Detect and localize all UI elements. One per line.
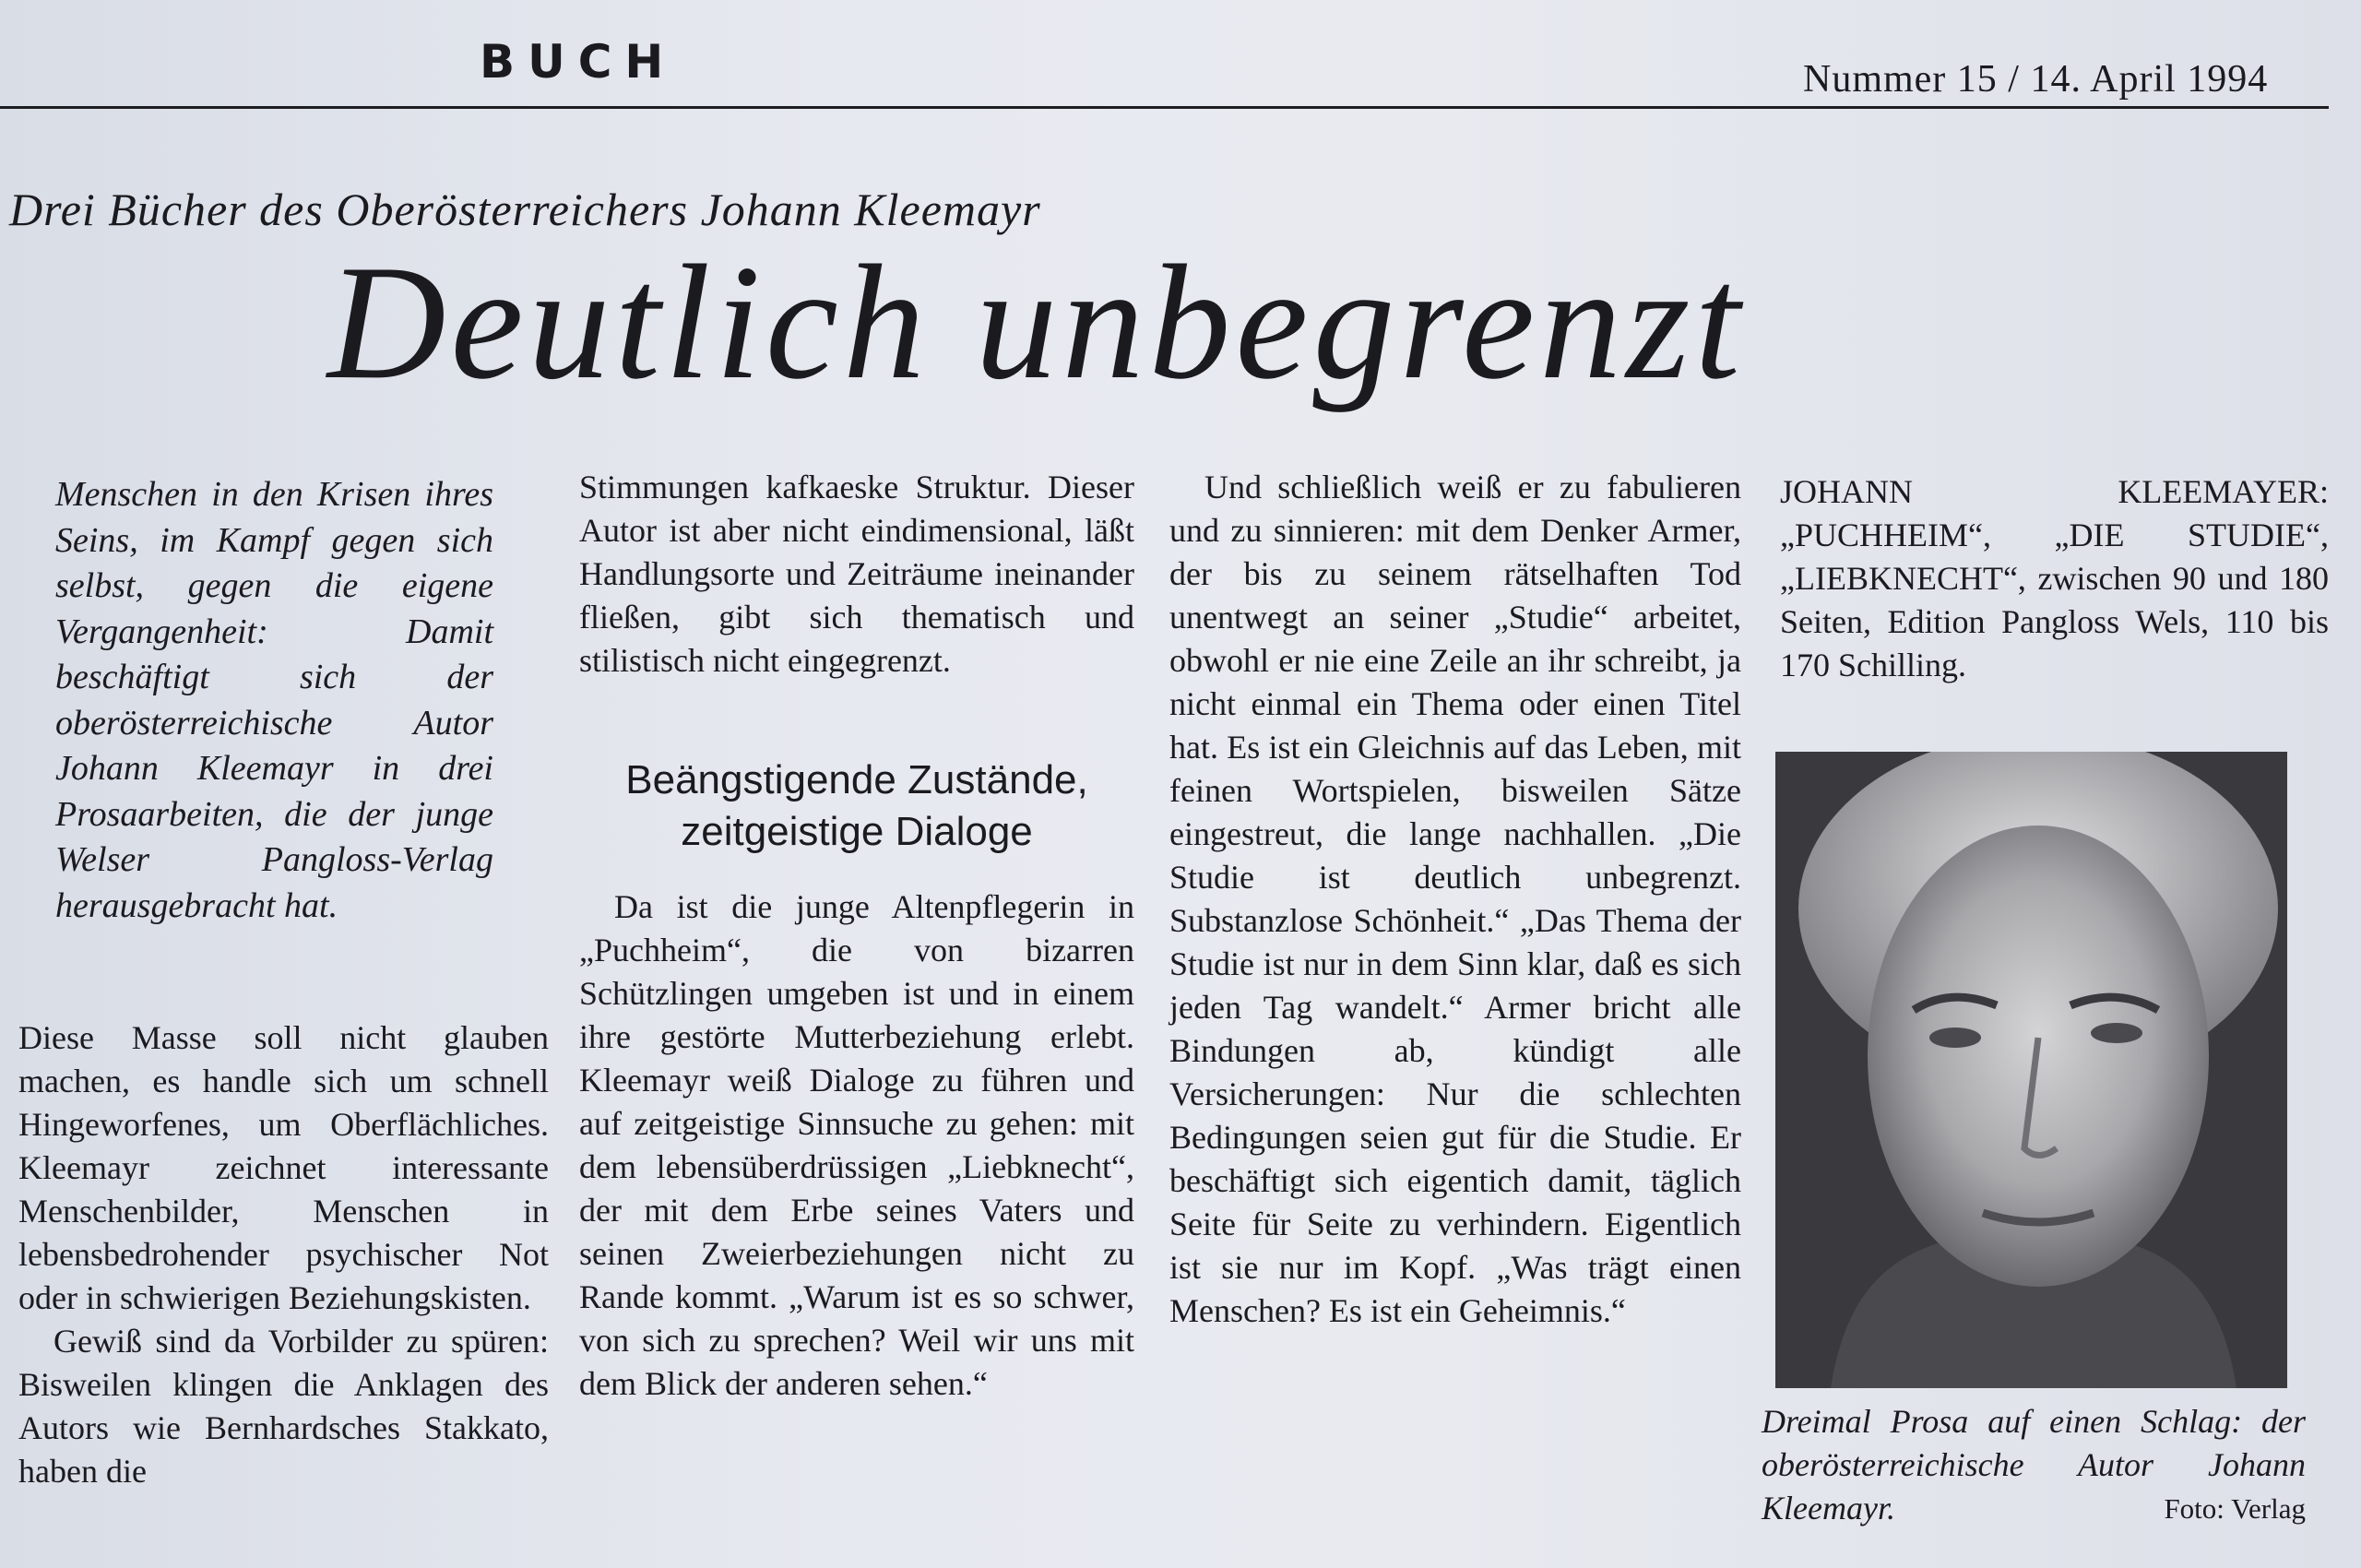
book-info: JOHANN KLEEMAYER: „PUCHHEIM“, „DIE STUDIE“, „LIEBKNECHT“, zwischen 90 und 180 Seiten, Edition Pangloss Wels, 110 bis 170 Schilling. <box>1780 473 2329 683</box>
column-3 <box>1169 466 1741 1333</box>
headline: Deutlich unbegrenzt <box>327 231 1745 413</box>
body-paragraph: Gewiß sind da Vorbilder zu spüren: Bisweilen klingen die Anklagen des Autors wie Bernhardsches Stakkato, haben die <box>18 1323 549 1490</box>
column-2-bottom <box>579 885 1134 1406</box>
header-rule <box>0 106 2329 109</box>
body-paragraph: Und schließlich weiß er zu fabulieren und zu sinnieren: mit dem Denker Armer, der bis zu seinem rätselhaften Tod unentwegt an seiner „Studie“ arbeitet, obwohl er nie eine Zeile an ihr schreibt, ja nicht einmal ein Thema oder einen Titel hat. Es ist ein Gleichnis auf das Leben, mit feinen Wortspielen, bisweilen Sätze eingestreut, die lange nachhallen. „Die Studie ist deutlich unbegrenzt. Substanzlose Schönheit.“ „Das Thema der Studie ist nur in dem Sinn klar, daß es sich jeden Tag wandelt.“ Armer bricht alle Bindungen ab, kündigt alle Versicherungen: Nur die schlechten Bedingungen seien gut für die Studie. Er beschäftigt sich eigentich damit, täglich Seite für Seite zu verhindern. Eigentlich ist sie nur im Kopf. „Was trägt einen Menschen? Es ist ein Geheimnis.“ <box>1169 469 1741 1329</box>
subheadline: Beängstigende Zustände, zeitgeistige Dialoge <box>625 757 1088 854</box>
author-photo <box>1775 752 2287 1388</box>
column-1 <box>18 1016 549 1493</box>
column-2-top: Stimmungen kafkaeske Struktur. Dieser Autor ist aber nicht eindimensional, läßt Handlungsorte und Zeiträume ineinander fließen, gibt sich thematisch und stilistisch nicht eingegrenzt. <box>579 469 1134 679</box>
issue-date: Nummer 15 / 14. April 1994 <box>1803 58 2269 101</box>
section-label: BUCH <box>480 35 677 89</box>
lead-paragraph: Menschen in den Krisen ihres Seins, im Kampf gegen sich selbst, gegen die eigene Vergangenheit: Damit beschäftigt sich der oberösterreichische Autor Johann Kleemayr in drei Prosaarbeiten, die der junge Welser Pangloss-Verlag herausgebracht hat. <box>55 475 493 925</box>
portrait-image <box>1775 752 2287 1388</box>
caption-text: Dreimal Prosa auf einen Schlag: der oberösterreichische Autor Johann Kleemayr. <box>1762 1403 2306 1526</box>
kicker: Drei Bücher des Oberösterreichers Johann Kleemayr <box>9 184 1041 235</box>
photo-credit: Foto: Verlag <box>2164 1492 2306 1525</box>
body-paragraph: Diese Masse soll nicht glauben machen, es handle sich um schnell Hingeworfenes, um Oberflächliches. Kleemayr zeichnet interessante Menschenbilder, Menschen in lebensbedrohender psychischer Not oder in schwierigen Beziehungskisten. <box>18 1019 549 1316</box>
photo-caption <box>1762 1400 2306 1530</box>
body-paragraph: Da ist die junge Altenpflegerin in „Puchheim“, die von bizarren Schützlingen umgeben ist und in einem ihre gestörte Mutterbeziehung erlebt. Kleemayr weiß Dialoge zu führen und auf zeitgeistige Sinnsuche zu gehen: mit dem lebensüberdrüssigen „Liebknecht“, der mit dem Erbe seines Vaters und seinen Zweierbeziehungen nicht zu Rande kommt. „Warum ist es so schwer, von sich zu sprechen? Weil wir uns mit dem Blick der anderen sehen.“ <box>579 888 1134 1402</box>
